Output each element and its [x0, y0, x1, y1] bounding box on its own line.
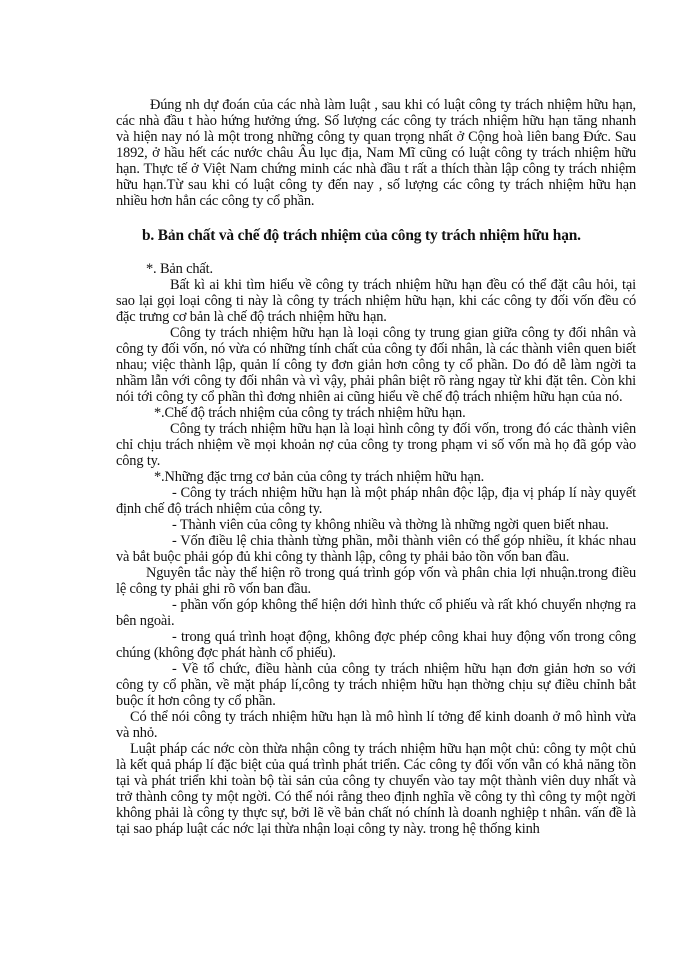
section-heading: b. Bản chất và chế độ trách nhiệm của công ty trách nhiệm hữu hạn.	[142, 227, 581, 244]
feature-item: - trong quá trình hoạt động, không đợc phép công khai huy động vốn trong công chúng (không đợc phát hành cổ phiếu).	[116, 629, 636, 661]
feature-item: - Công ty trách nhiệm hữu hạn là một pháp nhân độc lập, địa vị pháp lí này quyết định chế độ trách nhiệm của công ty.	[116, 485, 636, 517]
conclusion-paragraph: Có thể nói công ty trách nhiệm hữu hạn là mô hình lí tởng để kinh doanh ở mô hình vừa và nhỏ.	[116, 709, 636, 741]
feature-item: - Thành viên của công ty không nhiều và thờng là những ngời quen biết nhau.	[172, 517, 609, 533]
liability-label: *.Chế độ trách nhiệm của công ty trách nhiệm hữu hạn.	[154, 405, 466, 421]
principle-paragraph: Nguyên tắc này thể hiện rõ trong quá trình góp vốn và phân chia lợi nhuận.trong điều lệ công ty phải ghi rõ vốn ban đầu.	[116, 565, 636, 597]
intro-paragraph: Đúng nh dự đoán của các nhà làm luật , sau khi có luật công ty trách nhiệm hữu hạn, các nhà đầu t hào hứng hưởng ứng. Số lượng các công ty trách nhiệm hữu hạn tăng nhanh và hiện nay nó là một trong những công ty quan trọng nhất ở Cộng hoà liên bang Đức. Sau 1892, ở hầu hết các nước châu Âu lục địa, Nam Mĩ cũng có luật công ty trách nhiệm hữu hạn. Thực tế ở Việt Nam chứng minh các nhà đầu t rất a thích thàn lập công ty trách nhiệm hữu hạn.Từ sau khi có luật công ty đến nay , số lượng các công ty trách nhiệm hữu hạn nhiều hơn hẳn các công ty cổ phần.	[116, 97, 636, 209]
liability-paragraph: Công ty trách nhiệm hữu hạn là loại hình công ty đối vốn, trong đó các thành viên chỉ chịu trách nhiệm về mọi khoản nợ của công ty trong phạm vi số vốn mà họ đã góp vào công ty.	[116, 421, 636, 469]
nature-paragraph-2: Công ty trách nhiệm hữu hạn là loại công ty trung gian giữa công ty đối nhân và công ty đối vốn, nó vừa có những tính chất của công ty đối nhân, là các thành viên quen biết nhau; việc thành lập, quản lí công ty đơn giản hơn công ty cổ phần. Do đó dễ làm ngời ta nhầm lẫn với công ty đối nhân và vì vậy, phải phân biệt rõ ràng ngay từ khi đặt tên. Còn khi nói tới công ty cổ phần thì đơng nhiên ai cũng hiểu về chế độ trách nhiệm hữu hạn của nó.	[116, 325, 636, 405]
features-label: *.Những đặc trng cơ bản của công ty trách nhiệm hữu hạn.	[154, 469, 485, 485]
feature-item: - phần vốn góp không thể hiện dới hình thức cổ phiếu và rất khó chuyển nhợng ra bên ngoài.	[116, 597, 636, 629]
document-body	[116, 97, 636, 837]
law-paragraph: Luật pháp các nớc còn thừa nhận công ty trách nhiệm hữu hạn một chủ: công ty một chủ là kết quả pháp lí đặc biệt của quá trình phát triển. Các công ty đối vốn vẫn có khả năng tồn tại và phát triển khi toàn bộ tài sản của công ty chuyển vào tay một thành viên duy nhất và trở thành công ty một ngời. Có thể nói rằng theo định nghĩa về công ty thì công ty một ngời không phải là công ty thực sự, bởi lẽ về bản chất nó chính là doanh nghiệp t nhân. vấn đề là tại sao pháp luật các nớc lại thừa nhận loại công ty này. trong hệ thống kinh	[116, 741, 636, 837]
nature-paragraph-1: Bất kì ai khi tìm hiểu về công ty trách nhiệm hữu hạn đều có thể đặt câu hỏi, tại sao lại gọi loại công ti này là công ty trách nhiệm hữu hạn, khi các công ty đối vốn đều có đặc trưng cơ bản là chế độ trách nhiệm hữu hạn.	[116, 277, 636, 325]
feature-item: - Về tổ chức, điều hành của công ty trách nhiệm hữu hạn đơn giản hơn so với công ty cổ phần, về mặt pháp lí,công ty trách nhiệm hữu hạn thờng chịu sự điều chỉnh bắt buộc ít hơn công ty cổ phần.	[116, 661, 636, 709]
nature-label: *. Bản chất.	[146, 261, 213, 277]
feature-item: - Vốn điều lệ chia thành từng phần, mỗi thành viên có thể góp nhiều, ít khác nhau và bắt buộc phải góp đủ khi công ty thành lập, công ty phải bảo tồn vốn ban đầu.	[116, 533, 636, 565]
